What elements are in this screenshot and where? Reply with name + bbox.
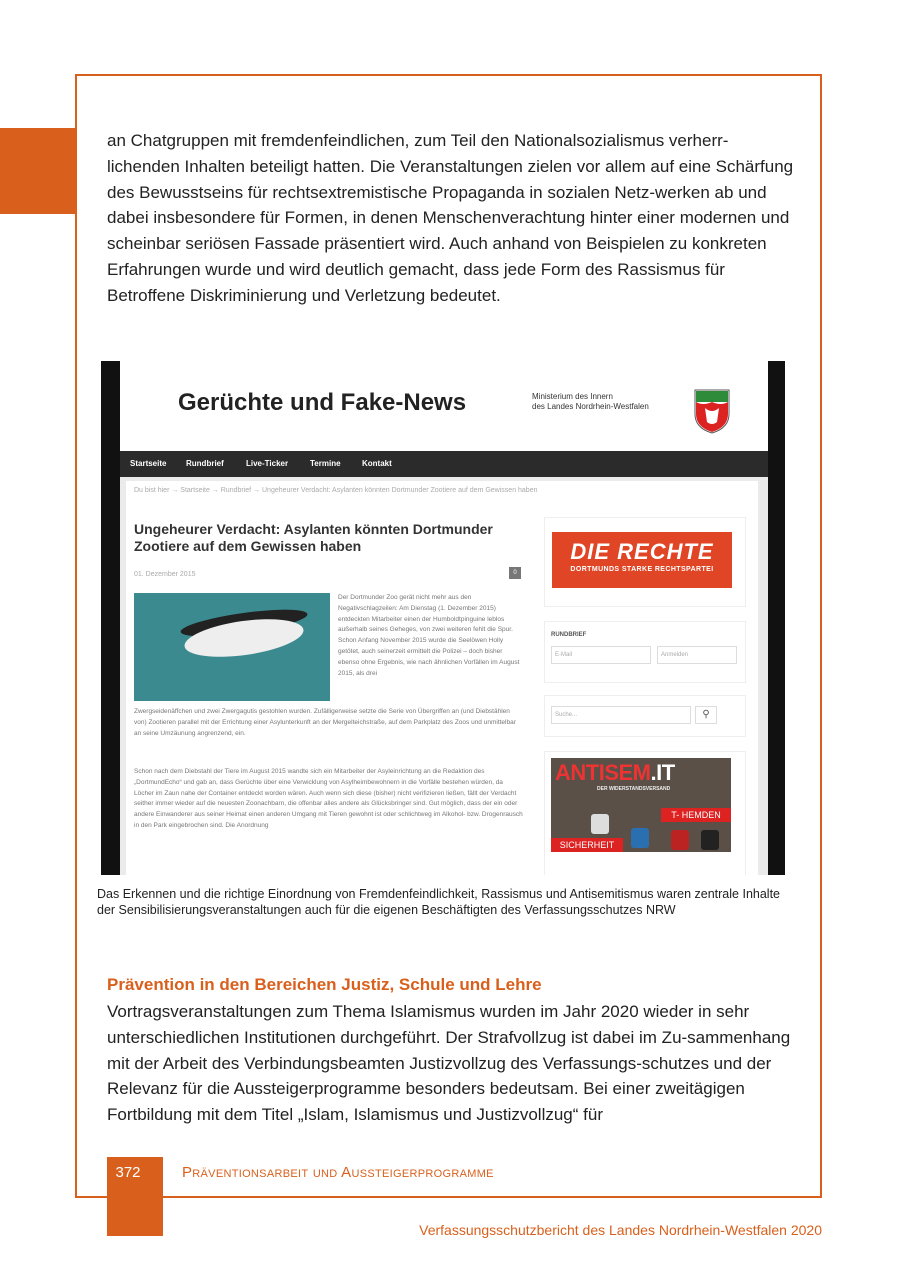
article-title[interactable]: Ungeheurer Verdacht: Asylanten könnten Dortmunder Zootiere auf dem Gewissen haben <box>134 521 493 554</box>
nav-kontakt[interactable]: Kontakt <box>362 459 392 468</box>
nav-termine[interactable]: Termine <box>310 459 341 468</box>
website-screenshot <box>101 361 785 875</box>
rechte-widget <box>544 517 746 607</box>
search-widget <box>544 695 746 737</box>
running-section-title: Präventionsarbeit und Aussteigerprogramme <box>182 1164 494 1181</box>
tshirt-icon <box>671 830 689 850</box>
rechte-banner[interactable] <box>552 532 732 588</box>
newsletter-widget <box>544 621 746 683</box>
sicherheit-label: SICHERHEIT <box>551 838 623 852</box>
report-title: Verfassungsschutzbericht des Landes Nordrhein-Westfalen 2020 <box>419 1222 822 1238</box>
tshirt-icon <box>591 814 609 834</box>
email-field[interactable]: E-Mail <box>551 646 651 664</box>
comment-icon[interactable] <box>509 567 521 579</box>
search-input[interactable]: Suche... <box>551 706 691 724</box>
content-area <box>126 481 758 875</box>
tshirt-icon <box>631 828 649 848</box>
ministry-label <box>532 392 649 412</box>
site-header <box>120 361 768 449</box>
figure-caption: Das Erkennen und die richtige Einordnung von Fremdenfeindlichkeit, Rassismus und Antisemitismus waren zentrale Inhalte der Sensibilisierungsveranstaltungen auch für die eigenen Beschäftigten des Verfassungsschutzes NRW <box>97 887 780 917</box>
comment-count: 0 <box>513 570 517 576</box>
rechte-tagline: DORTMUNDS STARKE RECHTSPARTEI <box>570 566 714 573</box>
antisem-title-it: .IT <box>650 760 675 785</box>
nrw-crest-icon <box>693 388 731 434</box>
t-hemden-label: T- HEMDEN <box>661 808 731 822</box>
rechte-logo-text: DIE RECHTE <box>570 539 714 564</box>
nav-startseite[interactable]: Startseite <box>130 459 167 468</box>
article-text-right: Der Dortmunder Zoo gerät nicht mehr aus den Negativschlagzeilen: Am Dienstag (1. Dezember 2015) entdeckten Mitarbeiter einen der Humboldtpinguine leblos außerhalb seines Geheges, von zwei weiteren fehlt die Spur. Schon Anfang November 2015 wurde die Seelöwen Holly getötet, auch seinerzeit ermittelt die Polizei – doch bisher ebenso ohne Ergebnis, wie nach ähnlichen Vorfällen im August 2015, als drei <box>338 594 520 677</box>
site-navbar <box>120 451 768 477</box>
search-icon[interactable]: ⚲ <box>695 706 717 724</box>
body-paragraph: Vortragsveranstaltungen zum Thema Islamismus wurden im Jahr 2020 wieder in sehr unterschiedlichen Institutionen durchgeführt. Der Strafvollzug ist dabei im Zu-sammenhang mit der Arbeit des Verbindungsbeamten Justizvollzug des Verfassungs-schutzes und der Relevanz für die Aussteigerprogramme besonders bedeutsam. Bei einer zweitägigen Fortbildung mit dem Titel „Islam, Islamismus und Justizvollzug“ für <box>107 1002 791 1125</box>
newsletter-title: RUNDBRIEF <box>551 632 587 638</box>
screenshot-page <box>120 361 768 875</box>
page-number: 372 <box>115 1164 141 1181</box>
section-heading: Prävention in den Bereichen Justiz, Schule und Lehre <box>107 975 542 994</box>
antisem-subtitle: DER WIDERSTANDSVERSAND <box>597 786 671 792</box>
nav-rundbrief[interactable]: Rundbrief <box>186 459 224 468</box>
subscribe-button[interactable]: Anmelden <box>657 646 737 664</box>
ministry-line2: des Landes Nordrhein-Westfalen <box>532 402 649 411</box>
article-text-full: Zwergseidenäffchen und zwei Zwergagutis gestohlen wurden. Zufälligerweise setzte die Serie von Übergriffen an (und Diebstählen von) Zootieren parallel mit der Errichtung einer Asylunterkunft an der Mergelteichstraße, auf dem Parkplatz des Zoos und unmittelbar an seine Umzäunung angrenzend, ein. <box>134 708 516 737</box>
ministry-line1: Ministerium des Innern <box>532 392 613 401</box>
intro-paragraph: an Chatgruppen mit fremdenfeindlichen, zum Teil den Nationalsozialismus verherr-lichenden Inhalten beteiligt hatten. Die Veranstaltungen zielen vor allem auf eine Schärfung des Bewusstseins für rechtsextremistische Propaganda in sozialen Netz-werken ab und dabei insbesondere für Formen, in denen Menschenverachtung hinter einer modernen und scheinbar seriösen Fassade präsentiert wird. Auch anhand von Beispielen zu konkreten Erfahrungen wurde und wird deutlich gemacht, dass jede Form des Rassismus für Betroffene Diskriminierung und Verletzung bedeutet. <box>107 131 794 305</box>
antisem-title-main: ANTISEM <box>555 760 651 785</box>
antisem-banner[interactable] <box>551 758 731 852</box>
article-text-full2: Schon nach dem Diebstahl der Tiere im August 2015 wandte sich ein Mitarbeiter der Asyleinrichtung an die Redaktion des „DortmundEcho“ und gab an, dass Gerüchte über eine Verwicklung von Asylheimbewohnern in die Vorfälle bestehen würden, da Löcher im Zaun nahe der Container entdeckt worden wären. Auch wenn sich diese (bisher) nicht verifizieren ließen, fällt der Verdacht seither immer wieder auf die neuesten Zoonachbarn, die offenbar alles andere als Glücksbringer sind. Gut möglich, dass der ein oder andere Einwanderer aus seiner Heimat einen anderen Umgang mit Tieren gewohnt ist oder schlichtweg im Alkohol- bzw. Drogenrausch in den Park eingebrochen sind. Die Anordnung <box>134 768 523 829</box>
side-tab-marker <box>0 128 76 214</box>
site-title: Gerüchte und Fake-News <box>178 389 467 416</box>
article-date: 01. Dezember 2015 <box>134 571 196 578</box>
antisem-title <box>555 760 675 786</box>
tshirt-icon <box>701 830 719 850</box>
breadcrumb: Du bist hier → Startseite → Rundbrief → Ungeheurer Verdacht: Asylanten könnten Dortmunder Zootiere auf dem Gewissen haben <box>134 487 538 494</box>
penguin-image <box>134 593 330 701</box>
antisem-widget <box>544 751 746 875</box>
nav-live-ticker[interactable]: Live-Ticker <box>246 459 289 468</box>
